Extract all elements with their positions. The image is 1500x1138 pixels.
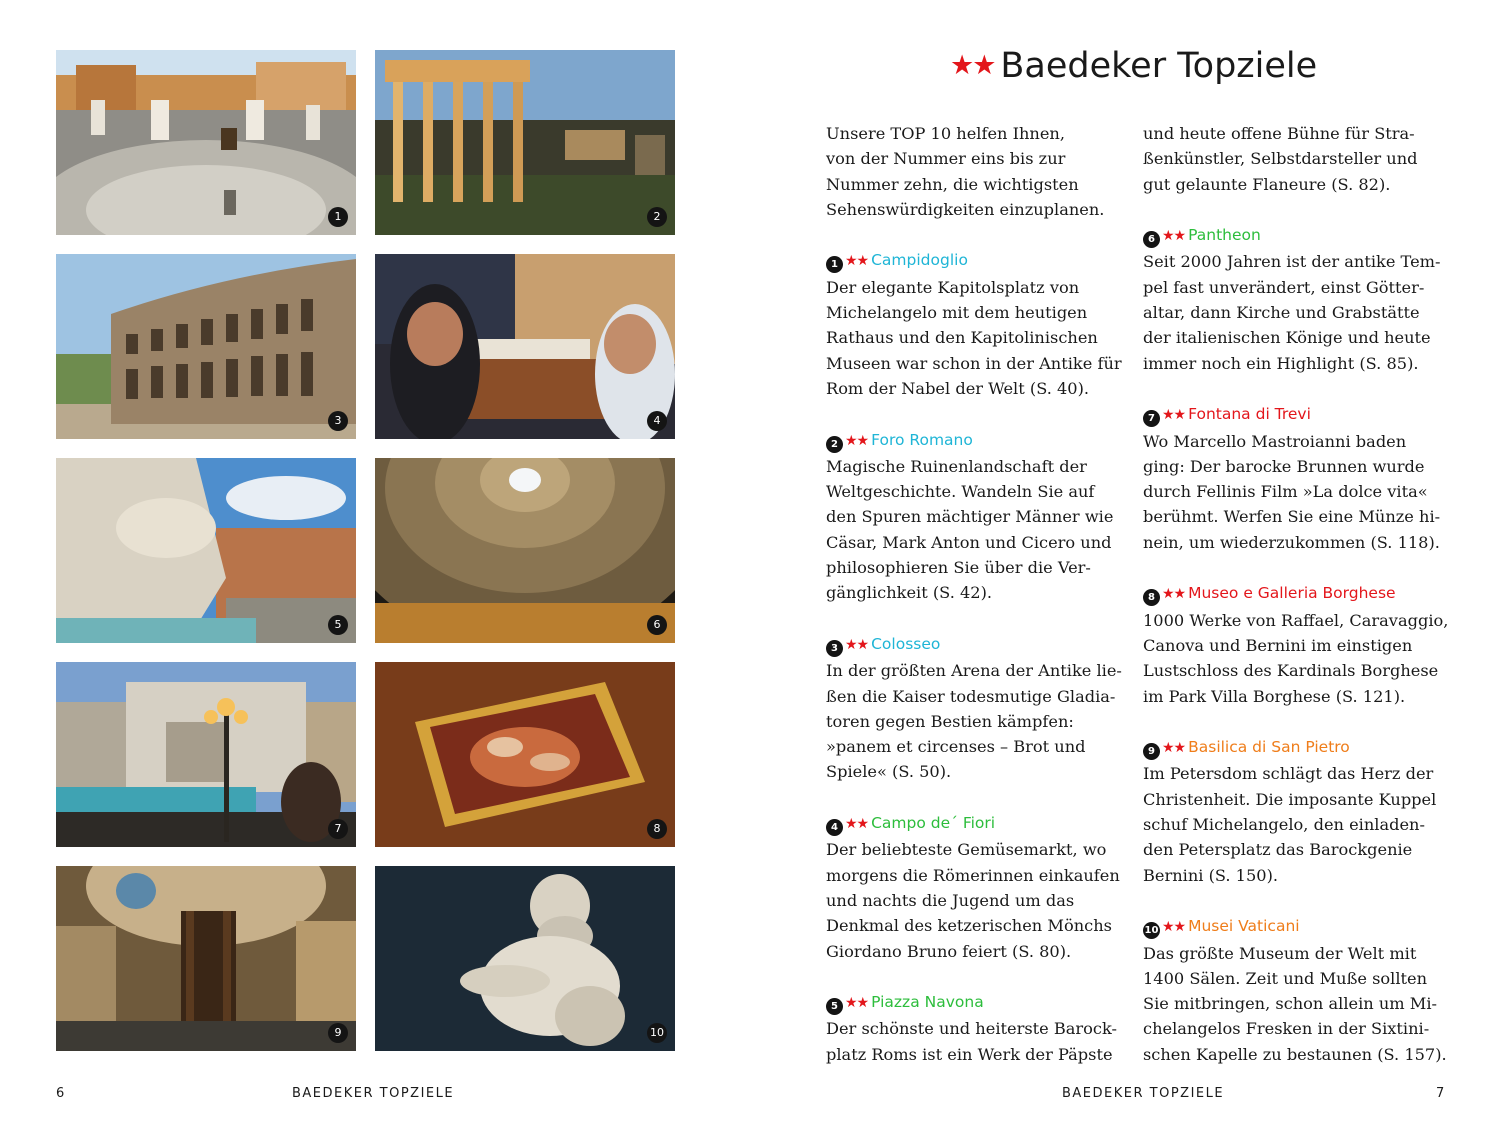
text-line: Der beliebteste Gemüsemarkt, wo [826,840,1107,860]
text-line: Sehenswürdigkeiten einzuplanen. [826,199,1105,219]
campidoglio-image [56,50,356,235]
text-line: Rom der Nabel der Welt (S. 40). [826,378,1090,398]
number-badge-icon: 9 [1143,743,1160,760]
text-line: berühmt. Werfen Sie eine Münze hi- [1143,507,1441,527]
text-line: und heute offene Bühne für Stra- [1143,124,1415,143]
text-line: Bernini (S. 150). [1143,865,1279,885]
text-line: und nachts die Jugend um das [826,890,1075,910]
musei-vaticani-image [375,866,675,1051]
text-line: den Petersplatz das Barockgenie [1143,840,1413,860]
text-line: 1000 Werke von Raffael, Caravaggio, [1143,610,1449,630]
campo-de-fiori-image [375,254,675,439]
text-line: Weltgeschichte. Wandeln Sie auf [826,482,1095,502]
text-line: von der Nummer eins bis zur [826,149,1066,169]
right-running-head: BAEDEKER TOPZIELE [1062,1086,1225,1101]
colosseo-image [56,254,356,439]
photo-campidoglio [56,50,356,235]
entry-heading [826,810,1131,837]
two-star-icon: ★★ [1162,228,1186,245]
foro-romano-image [375,50,675,235]
text-line: immer noch ein Highlight (S. 85). [1143,353,1419,373]
number-badge-icon: 8 [1143,589,1160,606]
two-star-icon: ★★ [845,253,869,270]
text-line: Rathaus und den Kapitolinischen [826,328,1098,348]
number-badge-icon: 1 [826,256,843,273]
entry-description [826,837,1131,963]
entry-title: Pantheon [1188,226,1261,245]
text-line: pel fast unverändert, einst Götter- [1143,277,1425,297]
text-line: ging: Der barocke Brunnen wurde [1143,456,1425,476]
san-pietro-image [56,866,356,1051]
entry-description [826,275,1131,401]
two-star-icon: ★★ [845,816,869,833]
two-star-icon: ★★ [845,636,869,653]
topziel-entry [826,810,1131,964]
text-line: Denkmal des ketzerischen Mönchs [826,916,1112,936]
photo-number-badge: 8 [647,819,667,839]
number-badge-icon: 10 [1143,922,1160,939]
entry-description [826,658,1131,784]
entry-title: Piazza Navona [871,993,984,1012]
text-line: Der schönste und heiterste Barock- [826,1019,1117,1039]
text-line: Das größte Museum der Welt mit [1143,943,1417,963]
entry-heading [1143,913,1448,940]
text-line: durch Fellinis Film »La dolce vita« [1143,482,1428,502]
text-line: morgens die Römerinnen einkaufen [826,865,1120,885]
topziel-entry [1143,580,1448,708]
left-running-head: BAEDEKER TOPZIELE [292,1086,455,1101]
entry-title: Foro Romano [871,430,973,449]
number-badge-icon: 7 [1143,410,1160,427]
text-line: der italienischen Könige und heute [1143,328,1431,348]
text-line: Sie mitbringen, schon allein um Mi- [1143,994,1437,1014]
photo-museo-galleria-borghese [375,662,675,847]
entry-heading [826,427,1131,454]
text-line: schen Kapelle zu bestaunen (S. 157). [1143,1044,1447,1064]
photo-number-badge: 10 [647,1023,667,1043]
topziel-entry [1143,121,1448,197]
number-badge-icon: 3 [826,640,843,657]
photo-number-badge: 4 [647,411,667,431]
entry-description [1143,249,1448,375]
two-star-icon: ★★ [1162,740,1186,757]
photo-number-badge: 5 [328,615,348,635]
number-badge-icon: 2 [826,436,843,453]
photo-number-badge: 2 [647,207,667,227]
photo-basilica-san-pietro [56,866,356,1051]
two-star-icon: ★★ [1162,586,1186,603]
text-line: toren gegen Bestien kämpfen: [826,711,1074,731]
text-line: 1400 Sälen. Zeit und Muße sollten [1143,968,1428,988]
text-column-left [826,121,1131,1092]
right-page-number: 7 [1436,1086,1446,1101]
text-line: Canova und Bernini im einstigen [1143,635,1413,655]
text-line: chelangelos Fresken in der Sixtini- [1143,1019,1430,1039]
topziel-entry [1143,222,1448,376]
text-line: gänglichkeit (S. 42). [826,583,993,603]
topziel-entry [1143,401,1448,555]
photo-colosseo [56,254,356,439]
text-line: Unsere TOP 10 helfen Ihnen, [826,124,1065,143]
text-line: »panem et circenses – Brot und [826,737,1086,757]
text-line: platz Roms ist ein Werk der Päpste [826,1044,1113,1064]
entry-title: Campo de´ Fiori [871,814,996,833]
entry-description [1143,429,1448,555]
entry-heading [1143,222,1448,249]
text-line: den Spuren mächtiger Männer wie [826,507,1114,527]
photo-number-badge: 7 [328,819,348,839]
text-line: Wo Marcello Mastroianni baden [1143,431,1407,451]
text-line: gut gelaunte Flaneure (S. 82). [1143,174,1391,194]
text-line: Im Petersdom schlägt das Herz der [1143,764,1434,784]
photo-pantheon [375,458,675,643]
entry-heading [1143,580,1448,607]
two-star-icon: ★★ [845,995,869,1012]
entry-title: Musei Vaticani [1188,917,1300,936]
entry-description [1143,608,1448,709]
text-line: schuf Michelangelo, den einladen- [1143,815,1425,835]
text-line: In der größten Arena der Antike lie- [826,661,1122,681]
entry-heading [1143,401,1448,428]
text-line: Der elegante Kapitolsplatz von [826,277,1080,297]
topziel-entry [826,427,1131,606]
fontana-di-trevi-image [56,662,356,847]
entry-title: Museo e Galleria Borghese [1188,584,1396,603]
topziel-entry [826,631,1131,785]
entry-title: Fontana di Trevi [1188,405,1311,424]
entry-title: Campidoglio [871,251,968,270]
text-line: Magische Ruinenlandschaft der [826,456,1087,476]
photo-fontana-di-trevi [56,662,356,847]
two-star-icon: ★★ [1162,919,1186,936]
entry-description [826,454,1131,606]
entry-title: Colosseo [871,634,941,653]
text-line: Giordano Bruno feiert (S. 80). [826,941,1072,961]
intro-paragraph [826,121,1131,222]
two-star-icon: ★★ [1162,407,1186,424]
entry-heading [1143,734,1448,761]
entry-description [1143,121,1448,197]
text-line: Museen war schon in der Antike für [826,353,1122,373]
topziel-entry [1143,734,1448,888]
piazza-navona-image [56,458,356,643]
borghese-image [375,662,675,847]
entry-title: Basilica di San Pietro [1188,738,1350,757]
photo-piazza-navona [56,458,356,643]
entry-heading [826,631,1131,658]
text-line: Nummer zehn, die wichtigsten [826,174,1079,194]
topziel-entry [1143,913,1448,1067]
photo-number-badge: 1 [328,207,348,227]
number-badge-icon: 4 [826,819,843,836]
text-column-right [1143,121,1448,1092]
text-line: Spiele« (S. 50). [826,762,952,782]
text-line: Cäsar, Mark Anton und Cicero und [826,532,1112,552]
photo-foro-romano [375,50,675,235]
pantheon-image [375,458,675,643]
text-line: ßen die Kaiser todesmutige Gladia- [826,686,1116,706]
photo-number-badge: 9 [328,1023,348,1043]
entry-description [1143,941,1448,1067]
text-line: Michelangelo mit dem heutigen [826,303,1088,323]
topziel-entry [826,247,1131,401]
text-line: nein, um wiederzukommen (S. 118). [1143,532,1440,552]
entry-heading [826,247,1131,274]
text-line: Christenheit. Die imposante Kuppel [1143,789,1437,809]
topziel-entry [826,989,1131,1067]
text-line: Seit 2000 Jahren ist der antike Tem- [1143,252,1441,272]
page-title [950,46,1317,86]
page-title-text: Baedeker Topziele [1000,46,1318,86]
photo-number-badge: 3 [328,411,348,431]
text-line: im Park Villa Borghese (S. 121). [1143,686,1406,706]
entry-heading [826,989,1131,1016]
two-star-icon: ★★ [845,432,869,449]
number-badge-icon: 5 [826,998,843,1015]
photo-musei-vaticani [375,866,675,1051]
text-line: philosophieren Sie über die Ver- [826,558,1091,578]
text-line: Lustschloss des Kardinals Borghese [1143,661,1439,681]
entry-description [1143,761,1448,887]
photo-number-badge: 6 [647,615,667,635]
text-line: ßenkünstler, Selbstdarsteller und [1143,149,1418,169]
entry-description [826,1016,1131,1067]
left-page-number: 6 [56,1086,66,1101]
photo-campo-de-fiori [375,254,675,439]
two-star-icon: ★★ [950,50,995,81]
text-line: altar, dann Kirche und Grabstätte [1143,303,1420,323]
number-badge-icon: 6 [1143,231,1160,248]
